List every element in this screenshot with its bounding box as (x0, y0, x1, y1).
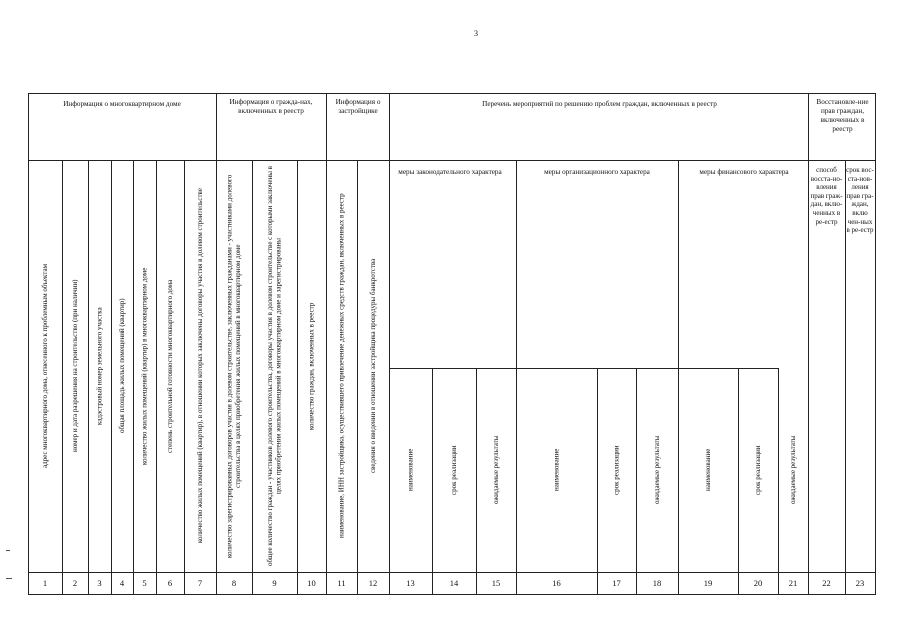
column-header-permit: номер и дата разрешения на строительство (при наличии) (70, 279, 79, 453)
column-number: 14 (449, 578, 459, 588)
column-header-readiness: степень строительной готовности многоквартирного дома (165, 279, 174, 453)
column-header-financial-results: ожидаемые результаты (788, 435, 797, 505)
column-number: 1 (42, 578, 48, 588)
subheader-legislative: меры законодательного характера (398, 168, 502, 176)
table-rule (389, 368, 779, 369)
column-header-contracts-registered: количество зарегистрированных договоров участия в долевом строительстве, заключенных гражданами - участниками долевого строительства в целях приобретения жилых помещений в многоквартирном доме (225, 174, 242, 558)
subheader-organizational: меры организационного характера (544, 168, 650, 176)
column-number: 4 (119, 578, 125, 588)
column-number: 3 (97, 578, 102, 588)
header-house-info: Информация о многоквартирном доме (63, 100, 181, 108)
column-number: 12 (368, 578, 378, 588)
margin-tick (6, 578, 12, 579)
table-rule (28, 93, 876, 94)
column-number: 9 (272, 578, 277, 588)
column-header-financial-name: наименование (703, 448, 712, 492)
column-header-legislative-term: срок реализации (449, 445, 458, 495)
column-header-participants-total: общее количество граждан - участников долевого строительства, договоры участия в долевом строительстве с которыми заключены в целях приобретения жилых помещений в многоквартирном доме и зарегистрированы (266, 166, 283, 566)
column-number: 6 (167, 578, 173, 588)
column-number: 22 (822, 578, 831, 588)
header-restoration: Восстановле-ние прав граждан, включенных в реестр (816, 98, 869, 133)
column-number: 2 (72, 578, 78, 588)
column-number: 10 (307, 578, 316, 588)
column-header-organizational-results: ожидаемые результаты (652, 435, 661, 505)
column-header-bankruptcy: сведения о введении в отношении застройщика процедуры банкротства (368, 258, 377, 474)
column-header-contracts-concluded: количество жилых помещений (квартир), в отношении которых заключены договоры участия в долевом строительстве (195, 188, 204, 544)
column-header-restoration-term: срок вос-ста-нов-ления прав гра-ждан, вклю чен-ных в ре-естр (846, 166, 874, 235)
header-measures: Перечень мероприятий по решению проблем граждан, включенных в реестр (482, 100, 717, 108)
column-number: 20 (753, 578, 763, 588)
margin-tick (6, 550, 10, 551)
column-number: 21 (788, 578, 798, 588)
column-header-area: общая площадь жилых помещений (квартир) (117, 298, 126, 434)
column-header-restoration-method: способ восста-но-вления прав граж-дан, вклю-ченных в ре-естр (810, 166, 843, 226)
column-header-legislative-name: наименование (406, 448, 415, 492)
subheader-financial: меры финансового характера (699, 168, 789, 176)
column-number: 17 (612, 578, 621, 588)
column-number: 5 (142, 578, 147, 588)
column-number: 7 (197, 578, 203, 588)
column-header-registry-citizens: количество граждан, включенных в реестр (307, 302, 316, 430)
column-header-developer-inn: наименование, ИНН застройщика, осуществившего привлечение денежных средств граждан, включенных в реестр (337, 193, 346, 539)
column-header-legislative-results: ожидаемые результаты (491, 435, 500, 505)
table-rule (875, 93, 876, 595)
column-header-address: адрес многоквартирного дома, отнесенного к проблемным объектам (40, 264, 49, 469)
header-developer-info: Информация о застройщике (335, 98, 381, 115)
column-number: 11 (337, 578, 346, 588)
column-number: 13 (406, 578, 415, 588)
column-number: 15 (491, 578, 501, 588)
page-number: 3 (474, 29, 478, 38)
column-number: 8 (231, 578, 237, 588)
column-header-apartments-count: количество жилых помещений (квартир) в многоквартирном доме (140, 267, 149, 465)
column-header-organizational-term: срок реализации (612, 445, 621, 495)
column-number: 16 (552, 578, 561, 588)
column-number: 19 (703, 578, 713, 588)
column-header-organizational-name: наименование (552, 448, 561, 492)
column-header-financial-term: срок реализации (753, 445, 762, 495)
column-number: 23 (855, 578, 865, 588)
column-header-cadastral: кадастровый номер земельного участка (95, 307, 104, 425)
column-number: 18 (652, 578, 662, 588)
header-citizens-info: Информация о гражда-нах, включенных в реестр (229, 98, 313, 115)
